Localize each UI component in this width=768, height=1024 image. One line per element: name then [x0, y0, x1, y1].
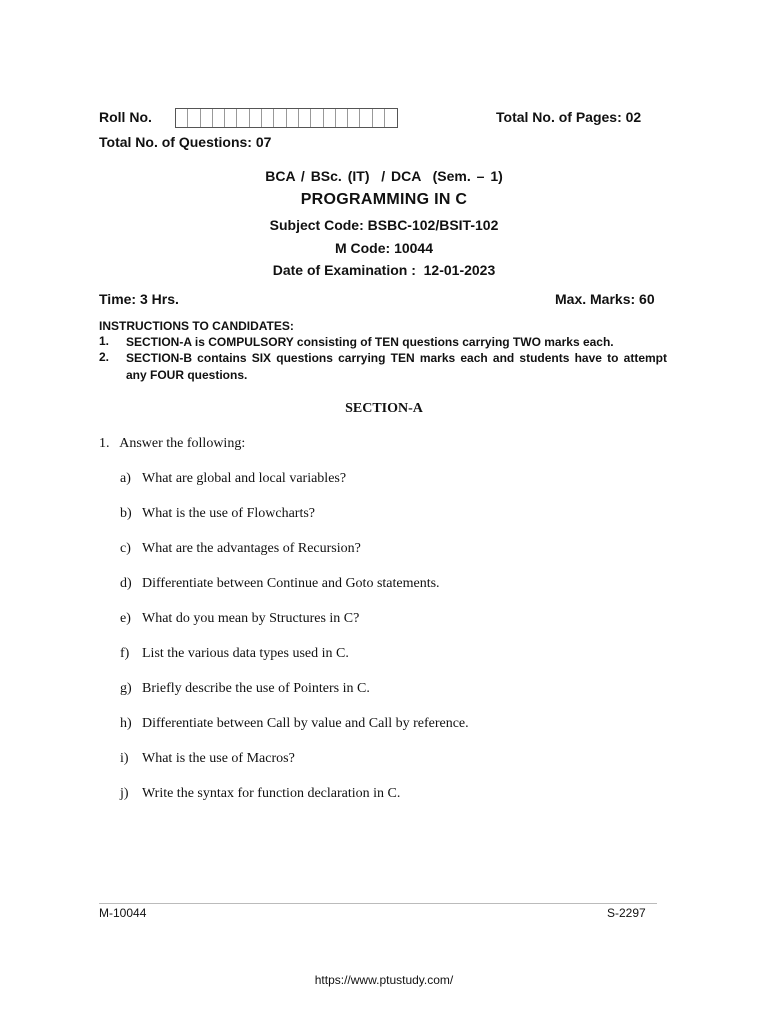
- sub-question: [120, 751, 295, 767]
- instructions-heading: INSTRUCTIONS TO CANDIDATES:: [99, 319, 294, 333]
- subject-code: Subject Code: BSBC-102/BSIT-102: [269, 217, 499, 233]
- instruction-item: [99, 334, 667, 351]
- footer-s-code: S-2297: [607, 906, 646, 920]
- sub-question: [120, 471, 346, 487]
- roll-box: [176, 109, 188, 127]
- roll-box: [385, 109, 397, 127]
- total-questions: Total No. of Questions: 07: [99, 134, 272, 150]
- roll-box: [237, 109, 249, 127]
- roll-box: [213, 109, 225, 127]
- roll-box: [373, 109, 385, 127]
- total-pages: Total No. of Pages: 02: [496, 109, 642, 125]
- roll-box: [348, 109, 360, 127]
- sub-question-letter: j): [120, 786, 129, 801]
- roll-box: [360, 109, 372, 127]
- source-url-link[interactable]: https://www.ptustudy.com/: [314, 973, 454, 987]
- footer-divider: [99, 903, 657, 904]
- course-line: BCA / BSc. (IT) / DCA (Sem. – 1): [265, 168, 503, 184]
- sub-question-text: Briefly describe the use of Pointers in C.: [142, 681, 370, 696]
- roll-box: [274, 109, 286, 127]
- sub-question: [120, 611, 359, 627]
- sub-question-text: Differentiate between Call by value and Call by reference.: [142, 716, 469, 731]
- sub-question: [120, 646, 349, 662]
- question-1: 1. Answer the following:: [99, 436, 246, 451]
- sub-question-text: What is the use of Flowcharts?: [142, 506, 316, 521]
- roll-number-label: Roll No.: [99, 109, 152, 125]
- roll-number-boxes[interactable]: [175, 108, 398, 128]
- roll-box: [201, 109, 213, 127]
- sub-question-letter: b): [120, 506, 132, 521]
- instruction-item: [99, 350, 667, 384]
- instruction-number: 2.: [99, 350, 110, 364]
- sub-question: [120, 576, 440, 592]
- roll-box: [311, 109, 323, 127]
- roll-box: [250, 109, 262, 127]
- sub-question: [120, 786, 400, 802]
- roll-box: [336, 109, 348, 127]
- sub-question-letter: h): [120, 716, 132, 731]
- sub-question-text: What are global and local variables?: [142, 471, 347, 486]
- roll-box: [225, 109, 237, 127]
- sub-question-text: Differentiate between Continue and Goto statements.: [142, 576, 440, 591]
- exam-date: Date of Examination : 12-01-2023: [272, 262, 496, 278]
- sub-question-letter: d): [120, 576, 132, 591]
- m-code: M Code: 10044: [334, 240, 434, 256]
- footer-m-code: M-10044: [99, 906, 147, 920]
- sub-question-text: Write the syntax for function declaration in C.: [142, 786, 401, 801]
- instruction-text: SECTION-A is COMPULSORY consisting of TEN questions carrying TWO marks each.: [126, 335, 614, 349]
- sub-question-text: What are the advantages of Recursion?: [142, 541, 361, 556]
- sub-question-text: List the various data types used in C.: [142, 646, 349, 661]
- roll-box: [262, 109, 274, 127]
- roll-box: [188, 109, 200, 127]
- sub-question-letter: i): [120, 751, 129, 766]
- instruction-text: SECTION-B contains SIX questions carrying TEN marks each and students have to attempt any FOUR questions.: [126, 351, 667, 382]
- roll-box: [324, 109, 336, 127]
- sub-question-letter: g): [120, 681, 132, 696]
- section-a-heading: SECTION-A: [345, 401, 423, 416]
- sub-question-letter: a): [120, 471, 131, 486]
- sub-question-letter: f): [120, 646, 130, 661]
- max-marks: Max. Marks: 60: [555, 291, 655, 307]
- sub-question: [120, 716, 469, 732]
- sub-question: [120, 541, 361, 557]
- roll-box: [287, 109, 299, 127]
- sub-question-text: What is the use of Macros?: [142, 751, 295, 766]
- exam-time: Time: 3 Hrs.: [99, 291, 179, 307]
- sub-question: [120, 681, 370, 697]
- sub-question-text: What do you mean by Structures in C?: [142, 611, 360, 626]
- sub-question-letter: c): [120, 541, 131, 556]
- sub-question: [120, 506, 315, 522]
- sub-question-letter: e): [120, 611, 131, 626]
- roll-box: [299, 109, 311, 127]
- instruction-number: 1.: [99, 334, 110, 348]
- subject-title: PROGRAMMING IN C: [300, 191, 468, 208]
